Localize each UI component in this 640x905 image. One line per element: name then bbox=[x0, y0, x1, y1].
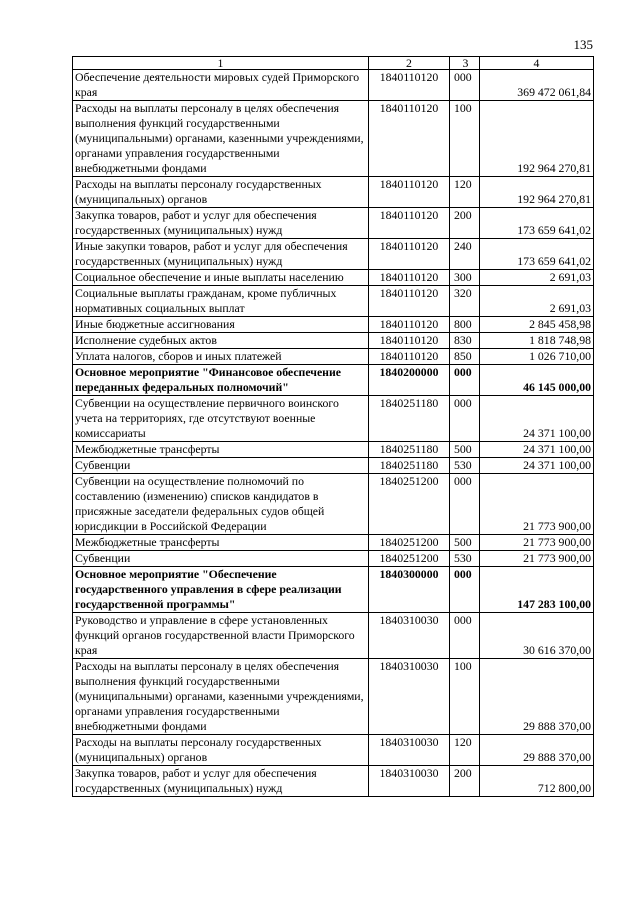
row-code-cell: 1840310030 bbox=[369, 613, 450, 659]
row-type-cell: 200 bbox=[450, 208, 480, 239]
row-name-cell: Обеспечение деятельности мировых судей Приморского края bbox=[73, 70, 369, 101]
row-code-cell: 1840251200 bbox=[369, 551, 450, 567]
row-code-cell: 1840110120 bbox=[369, 333, 450, 349]
row-name-cell: Субвенции на осуществление первичного воинского учета на территориях, где отсутствуют военные комиссариаты bbox=[73, 396, 369, 442]
row-amount-cell: 21 773 900,00 bbox=[480, 535, 594, 551]
table-row bbox=[73, 317, 594, 333]
row-amount-cell: 24 371 100,00 bbox=[480, 442, 594, 458]
row-amount-cell: 173 659 641,02 bbox=[480, 208, 594, 239]
table-row bbox=[73, 101, 594, 177]
row-amount-cell: 24 371 100,00 bbox=[480, 458, 594, 474]
header-col-1: 1 bbox=[73, 57, 369, 70]
row-name-cell: Расходы на выплаты персоналу в целях обеспечения выполнения функций государственными (муниципальными) органами, казенными учреждениями, органами управления государственными внебюджетными фондами bbox=[73, 659, 369, 735]
row-amount-cell: 21 773 900,00 bbox=[480, 474, 594, 535]
table-row bbox=[73, 333, 594, 349]
table-row bbox=[73, 70, 594, 101]
row-name-cell: Субвенции bbox=[73, 551, 369, 567]
row-code-cell: 1840110120 bbox=[369, 239, 450, 270]
row-amount-cell: 2 845 458,98 bbox=[480, 317, 594, 333]
row-name-cell: Расходы на выплаты персоналу в целях обеспечения выполнения функций государственными (муниципальными) органами, казенными учреждениями, органами управления государственными внебюджетными фондами bbox=[73, 101, 369, 177]
row-amount-cell: 173 659 641,02 bbox=[480, 239, 594, 270]
row-code-cell: 1840251180 bbox=[369, 458, 450, 474]
row-type-cell: 530 bbox=[450, 458, 480, 474]
row-type-cell: 000 bbox=[450, 567, 480, 613]
row-code-cell: 1840110120 bbox=[369, 286, 450, 317]
row-type-cell: 800 bbox=[450, 317, 480, 333]
table-row bbox=[73, 474, 594, 535]
row-type-cell: 500 bbox=[450, 442, 480, 458]
row-type-cell: 530 bbox=[450, 551, 480, 567]
row-code-cell: 1840310030 bbox=[369, 766, 450, 797]
row-name-cell: Исполнение судебных актов bbox=[73, 333, 369, 349]
row-amount-cell: 29 888 370,00 bbox=[480, 735, 594, 766]
header-col-3: 3 bbox=[450, 57, 480, 70]
row-code-cell: 1840110120 bbox=[369, 208, 450, 239]
row-code-cell: 1840251180 bbox=[369, 396, 450, 442]
row-name-cell: Межбюджетные трансферты bbox=[73, 442, 369, 458]
row-amount-cell: 1 818 748,98 bbox=[480, 333, 594, 349]
table-row bbox=[73, 735, 594, 766]
row-amount-cell: 712 800,00 bbox=[480, 766, 594, 797]
row-amount-cell: 30 616 370,00 bbox=[480, 613, 594, 659]
row-type-cell: 300 bbox=[450, 270, 480, 286]
row-code-cell: 1840251200 bbox=[369, 474, 450, 535]
row-name-cell: Закупка товаров, работ и услуг для обеспечения государственных (муниципальных) нужд bbox=[73, 766, 369, 797]
table-row bbox=[73, 286, 594, 317]
table-row bbox=[73, 396, 594, 442]
row-type-cell: 000 bbox=[450, 70, 480, 101]
row-code-cell: 1840310030 bbox=[369, 659, 450, 735]
row-name-cell: Расходы на выплаты персоналу государственных (муниципальных) органов bbox=[73, 177, 369, 208]
header-col-2: 2 bbox=[369, 57, 450, 70]
row-code-cell: 1840110120 bbox=[369, 317, 450, 333]
row-name-cell: Иные закупки товаров, работ и услуг для обеспечения государственных (муниципальных) нужд bbox=[73, 239, 369, 270]
row-type-cell: 200 bbox=[450, 766, 480, 797]
row-code-cell: 1840110120 bbox=[369, 101, 450, 177]
row-type-cell: 830 bbox=[450, 333, 480, 349]
row-amount-cell: 192 964 270,81 bbox=[480, 101, 594, 177]
row-type-cell: 320 bbox=[450, 286, 480, 317]
row-type-cell: 850 bbox=[450, 349, 480, 365]
row-name-cell: Межбюджетные трансферты bbox=[73, 535, 369, 551]
row-code-cell: 1840300000 bbox=[369, 567, 450, 613]
row-amount-cell: 369 472 061,84 bbox=[480, 70, 594, 101]
table-row bbox=[73, 442, 594, 458]
row-name-cell: Социальные выплаты гражданам, кроме публичных нормативных социальных выплат bbox=[73, 286, 369, 317]
row-type-cell: 000 bbox=[450, 613, 480, 659]
row-name-cell: Основное мероприятие "Финансовое обеспечение переданных федеральных полномочий" bbox=[73, 365, 369, 396]
row-code-cell: 1840110120 bbox=[369, 349, 450, 365]
table-row bbox=[73, 270, 594, 286]
row-code-cell: 1840200000 bbox=[369, 365, 450, 396]
row-type-cell: 120 bbox=[450, 735, 480, 766]
table-row bbox=[73, 365, 594, 396]
table-row bbox=[73, 766, 594, 797]
row-name-cell: Социальное обеспечение и иные выплаты населению bbox=[73, 270, 369, 286]
row-name-cell: Расходы на выплаты персоналу государственных (муниципальных) органов bbox=[73, 735, 369, 766]
row-type-cell: 000 bbox=[450, 396, 480, 442]
row-code-cell: 1840110120 bbox=[369, 177, 450, 208]
row-type-cell: 240 bbox=[450, 239, 480, 270]
row-code-cell: 1840310030 bbox=[369, 735, 450, 766]
row-code-cell: 1840110120 bbox=[369, 70, 450, 101]
page-number: 135 bbox=[573, 37, 593, 52]
table-row bbox=[73, 208, 594, 239]
row-amount-cell: 21 773 900,00 bbox=[480, 551, 594, 567]
row-amount-cell: 1 026 710,00 bbox=[480, 349, 594, 365]
row-type-cell: 100 bbox=[450, 101, 480, 177]
row-name-cell: Субвенции bbox=[73, 458, 369, 474]
table-row bbox=[73, 458, 594, 474]
row-name-cell: Руководство и управление в сфере установленных функций органов государственной власти Приморского края bbox=[73, 613, 369, 659]
row-name-cell: Субвенции на осуществление полномочий по составлению (изменению) списков кандидатов в присяжные заседатели федеральных судов общей юрисдикции в Российской Федерации bbox=[73, 474, 369, 535]
row-amount-cell: 24 371 100,00 bbox=[480, 396, 594, 442]
table-row bbox=[73, 349, 594, 365]
row-type-cell: 100 bbox=[450, 659, 480, 735]
row-type-cell: 120 bbox=[450, 177, 480, 208]
row-name-cell: Уплата налогов, сборов и иных платежей bbox=[73, 349, 369, 365]
row-type-cell: 000 bbox=[450, 365, 480, 396]
row-amount-cell: 192 964 270,81 bbox=[480, 177, 594, 208]
row-code-cell: 1840110120 bbox=[369, 270, 450, 286]
budget-table bbox=[72, 56, 594, 797]
header-col-4: 4 bbox=[480, 57, 594, 70]
row-code-cell: 1840251180 bbox=[369, 442, 450, 458]
table-row bbox=[73, 535, 594, 551]
table-body bbox=[73, 70, 594, 797]
table-row bbox=[73, 551, 594, 567]
row-amount-cell: 29 888 370,00 bbox=[480, 659, 594, 735]
row-name-cell: Основное мероприятие "Обеспечение государственного управления в сфере реализации государственной программы" bbox=[73, 567, 369, 613]
table-row bbox=[73, 659, 594, 735]
row-amount-cell: 147 283 100,00 bbox=[480, 567, 594, 613]
row-amount-cell: 2 691,03 bbox=[480, 270, 594, 286]
table-row bbox=[73, 613, 594, 659]
table-row bbox=[73, 567, 594, 613]
row-amount-cell: 2 691,03 bbox=[480, 286, 594, 317]
row-type-cell: 500 bbox=[450, 535, 480, 551]
row-name-cell: Закупка товаров, работ и услуг для обеспечения государственных (муниципальных) нужд bbox=[73, 208, 369, 239]
table-header-row bbox=[73, 57, 594, 70]
row-name-cell: Иные бюджетные ассигнования bbox=[73, 317, 369, 333]
row-type-cell: 000 bbox=[450, 474, 480, 535]
row-code-cell: 1840251200 bbox=[369, 535, 450, 551]
table-row bbox=[73, 177, 594, 208]
row-amount-cell: 46 145 000,00 bbox=[480, 365, 594, 396]
table-row bbox=[73, 239, 594, 270]
